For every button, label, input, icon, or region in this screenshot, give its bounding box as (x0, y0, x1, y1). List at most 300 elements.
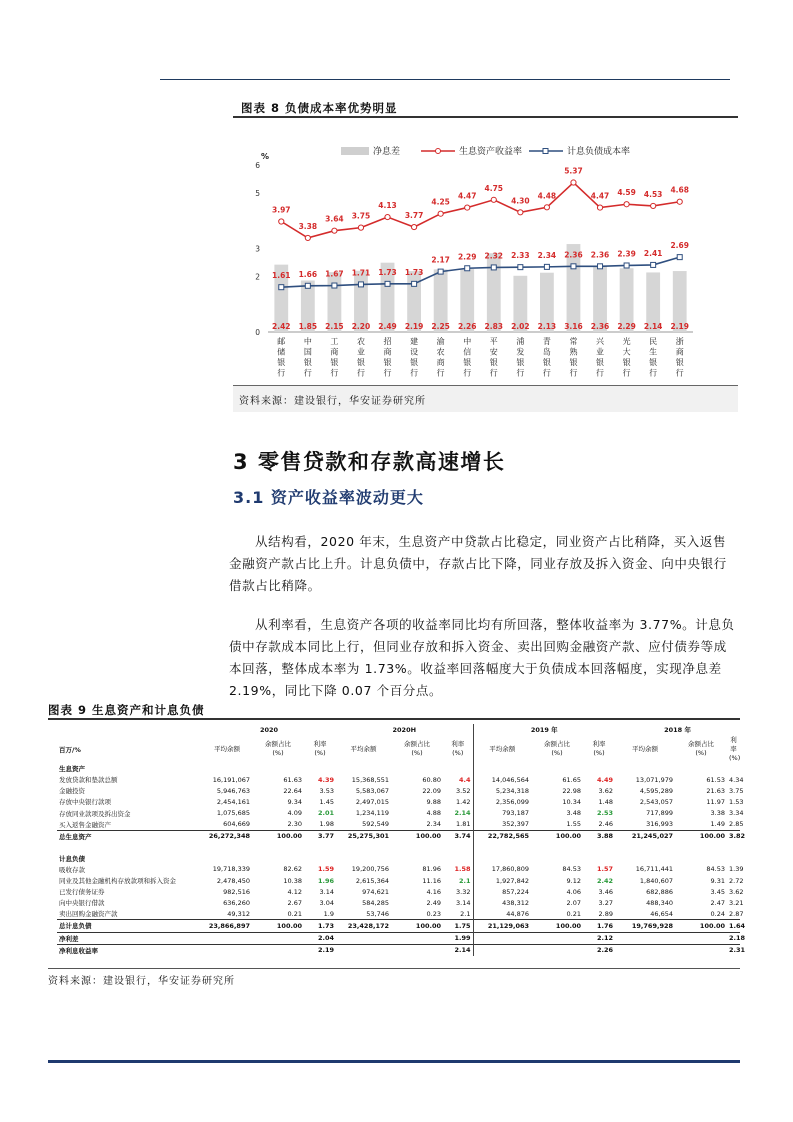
table-period-header (57, 724, 740, 735)
x-category-char: 商 (383, 347, 392, 357)
table-value (252, 853, 304, 864)
table-value: 100.00 (531, 830, 583, 842)
legend-bar-label: 净息差 (373, 147, 401, 157)
x-category-char: 生 (649, 347, 658, 357)
yield-point (358, 225, 363, 230)
table-row-label: 买入返售金融资产 (59, 820, 111, 829)
table-value (336, 932, 391, 944)
x-category-char: 行 (596, 368, 605, 378)
cost-point (438, 269, 443, 274)
x-category-char: 青 (542, 337, 551, 346)
cost-data-label: 2.36 (590, 250, 610, 260)
table-row-label: 金融投资 (59, 787, 85, 796)
table-row (57, 908, 740, 920)
table-period-label: 2020 (259, 725, 279, 734)
table-value (336, 853, 391, 864)
table-value: 19,718,339 (212, 865, 250, 874)
table-value: 1.48 (598, 797, 614, 806)
x-category-char: 渝 (436, 337, 445, 346)
table-value: 592,549 (362, 820, 390, 829)
table-value: 84.53 (706, 865, 726, 874)
x-category-char: 银 (383, 358, 392, 367)
table-value: 3.14 (319, 887, 335, 896)
table-row (57, 886, 740, 897)
table-value: 0.23 (426, 909, 442, 918)
table-value: 2.04 (304, 932, 336, 944)
table-value: 1.99 (443, 932, 473, 944)
cost-point (491, 265, 496, 270)
table-value: 22.98 (562, 786, 582, 795)
cost-point (624, 263, 629, 268)
x-category-char: 银 (622, 358, 631, 367)
table-value: 1.42 (456, 797, 471, 806)
table-value: 16,711,441 (635, 865, 674, 874)
x-category-char: 银 (463, 358, 472, 367)
table-value (391, 932, 443, 944)
yield-point (544, 205, 549, 210)
table-value: 3.45 (710, 887, 726, 896)
table-value: 1.9 (323, 909, 335, 918)
yield-data-label: 4.59 (617, 188, 636, 198)
table-value: 1,075,685 (216, 809, 250, 818)
table-value: 2.19 (304, 944, 336, 956)
table-value (391, 944, 443, 956)
cost-point (677, 255, 682, 260)
table-value: 11.16 (422, 876, 442, 885)
table-value: 44,876 (473, 908, 531, 920)
table-row (57, 864, 740, 875)
table-value: 2.18 (727, 932, 740, 944)
table-value: 1.98 (319, 820, 335, 829)
table-value: 11.97 (706, 797, 726, 806)
x-category-char: 行 (542, 368, 551, 378)
figure8-source (233, 385, 738, 412)
table-value: 2.34 (426, 820, 442, 829)
figure9-source-rule (48, 968, 740, 969)
table-value: 717,899 (646, 809, 674, 818)
table-value: 10.38 (283, 876, 302, 885)
table-value (531, 853, 583, 864)
x-category-char: 建 (410, 337, 419, 346)
x-category-char: 行 (649, 368, 658, 378)
table-value: 2.46 (598, 820, 614, 829)
yield-data-label: 4.30 (511, 196, 530, 206)
yield-point (411, 224, 416, 229)
x-category-char: 银 (675, 358, 684, 367)
table-value: 2.42 (596, 876, 614, 885)
cost-point (571, 264, 576, 269)
table-value: 61.63 (283, 775, 302, 784)
yield-point (518, 210, 523, 215)
table-value (252, 944, 304, 956)
x-category-char: 银 (356, 358, 365, 367)
table-value: 22.09 (422, 786, 442, 795)
table-value: 0.24 (710, 909, 726, 918)
table-row (57, 830, 740, 842)
x-category-char: 银 (489, 358, 498, 367)
table-value: 21,245,027 (615, 830, 675, 842)
x-category-char: 行 (569, 368, 578, 378)
cost-point (651, 262, 656, 267)
cost-point (412, 281, 417, 286)
yield-point (385, 214, 390, 219)
table-column-label: 平均余额 (473, 735, 531, 763)
x-category-char: 工 (330, 337, 339, 346)
table-value (727, 842, 740, 853)
table-value (391, 842, 443, 853)
table-value (336, 944, 391, 956)
table-value: 2,478,450 (216, 876, 250, 885)
table-value: 14,046,564 (473, 774, 531, 785)
table-value: 3.62 (729, 887, 744, 896)
x-category-char: 储 (277, 347, 286, 357)
table-value: 982,516 (223, 887, 250, 896)
table-value: 3.32 (456, 887, 471, 896)
figure9-title-rule (48, 718, 740, 720)
table-value: 3.27 (598, 898, 614, 907)
table-value (443, 853, 473, 864)
x-category-char: 行 (516, 368, 525, 378)
table-value: 22,782,565 (473, 830, 531, 842)
yield-data-label: 3.97 (272, 205, 291, 215)
table-value: 4.39 (317, 775, 335, 784)
table-value: 4.06 (566, 887, 582, 896)
table-value (304, 853, 336, 864)
bar-data-label: 2.36 (590, 322, 610, 331)
table-value: 10.34 (562, 797, 582, 806)
x-category-char: 行 (277, 368, 286, 378)
bar-data-label: 3.16 (564, 322, 583, 331)
bar-data-label: 2.20 (351, 322, 371, 331)
table-value: 49,312 (227, 909, 250, 918)
yield-data-label: 4.48 (537, 191, 557, 201)
table-value: 4.49 (596, 775, 614, 784)
table-value (615, 944, 675, 956)
x-category-char: 光 (622, 337, 631, 346)
cost-data-label: 1.66 (298, 269, 318, 279)
x-category-char: 中 (303, 337, 312, 346)
table-value: 4.34 (729, 775, 744, 784)
table-row-label: 吸收存款 (59, 865, 85, 874)
header-rule (160, 79, 730, 80)
table-row (57, 796, 740, 807)
table-value: 0.21 (566, 909, 582, 918)
table-value: 2.1 (459, 876, 471, 885)
table-value (473, 842, 531, 853)
y-tick-label: 0 (255, 328, 260, 337)
yield-point (597, 205, 602, 210)
table-column-label: 利率 (%) (729, 735, 741, 762)
table-value: 100.00 (252, 830, 304, 842)
table-row-label: 计息负债 (59, 854, 85, 863)
table-value: 2.87 (729, 909, 744, 918)
table-value: 4.88 (426, 809, 442, 818)
table-value: 974,621 (362, 887, 390, 896)
table-row (57, 842, 740, 853)
table-value (531, 763, 583, 774)
table-value: 2.47 (710, 898, 726, 907)
x-category-char: 平 (489, 337, 498, 346)
table-value: 3.82 (727, 830, 740, 842)
table-value: 26,272,348 (202, 830, 252, 842)
cost-data-label: 2.32 (484, 251, 504, 261)
cost-point (332, 283, 337, 288)
table-value: 3.34 (729, 809, 744, 818)
table-column-label: 利率 (%) (313, 740, 327, 758)
table-value: 682,886 (646, 887, 674, 896)
table-unit-label: 百万/% (59, 745, 81, 754)
yield-data-label: 4.75 (484, 183, 504, 193)
table-column-label: 余额占比 (%) (544, 740, 571, 758)
x-category-char: 行 (675, 368, 684, 378)
paragraph-rates: 从利率看，生息资产各项的收益率同比均有所回落，整体收益率为 3.77%。计息负债中存款成本同比上行，但同业存放和拆入资金、卖出回购金融资产款、应付债券等成本回落，整体成本率为 1.73%。收益率回落幅度大于负债成本回落幅度，实现净息差 2.19%，同比下降 0.07 个百分点。 (229, 617, 735, 698)
x-category-char: 银 (330, 358, 339, 367)
table-value (473, 944, 531, 956)
x-category-char: 安 (489, 347, 498, 357)
table-value: 4.12 (287, 887, 302, 896)
table-column-label: 利率 (%) (592, 740, 606, 758)
table-value: 793,187 (473, 807, 531, 818)
x-category-char: 常 (569, 337, 578, 346)
yield-point (465, 205, 470, 210)
table-value: 1.81 (456, 820, 471, 829)
table-value: 3.46 (598, 887, 614, 896)
table-value: 61.65 (562, 775, 582, 784)
y-axis-unit: % (261, 152, 270, 161)
table-value: 2,615,364 (355, 876, 390, 885)
yield-data-label: 5.37 (564, 166, 583, 176)
table-value (727, 763, 740, 774)
table-value (675, 853, 727, 864)
table-value: 2.14 (443, 944, 473, 956)
bar-data-label: 2.15 (325, 322, 344, 331)
cost-data-label: 2.29 (457, 252, 477, 262)
figure8-chart (233, 140, 738, 385)
table-value: 2.85 (729, 820, 744, 829)
x-category-char: 业 (356, 347, 365, 357)
table-value: 5,234,318 (473, 785, 531, 796)
table-row (57, 897, 740, 908)
table-value: 100.00 (675, 920, 727, 932)
table-value: 1.58 (454, 865, 471, 874)
yield-point (279, 219, 284, 224)
bar-data-label: 1.85 (298, 322, 318, 331)
table-value: 1.45 (319, 797, 335, 806)
table-value: 2,356,099 (473, 796, 531, 807)
figure9-source: 资料来源：建设银行，华安证券研究所 (48, 976, 235, 987)
table-value (304, 763, 336, 774)
table-value: 1,840,607 (639, 876, 674, 885)
cost-data-label: 2.41 (643, 248, 663, 258)
table-value: 9.88 (426, 797, 442, 806)
table-row-label: 总生息资产 (57, 830, 202, 842)
table-value (443, 763, 473, 774)
table-row-label: 同业及其他金融机构存放款项和拆入资金 (59, 877, 176, 886)
table-row-label: 净利息收益率 (57, 944, 202, 956)
table-value (675, 763, 727, 774)
table-value (531, 842, 583, 853)
y-tick-label: 5 (255, 188, 260, 198)
bar-data-label: 2.42 (272, 322, 291, 331)
yield-data-label: 4.47 (590, 191, 610, 201)
table-value (473, 932, 531, 944)
table-value: 2.72 (729, 876, 744, 885)
table-value: 438,312 (473, 897, 531, 908)
table-value: 19,769,928 (615, 920, 675, 932)
table-value (252, 842, 304, 853)
table-value: 3.14 (456, 898, 471, 907)
chart-svg (233, 140, 738, 385)
x-category-char: 行 (463, 368, 472, 378)
yield-point (571, 180, 576, 185)
x-category-char: 行 (383, 368, 392, 378)
table-row (57, 807, 740, 818)
table-column-label: 余额占比 (%) (688, 740, 715, 758)
table-period-label: 2020H (392, 725, 417, 734)
table-value: 1.49 (710, 820, 726, 829)
yield-point (677, 199, 682, 204)
y-tick-label: 2 (255, 272, 260, 282)
x-category-char: 设 (410, 347, 419, 357)
table-value: 84.53 (562, 865, 582, 874)
table-row-label: 发放贷款和垫款总额 (59, 776, 118, 785)
cost-data-label: 1.73 (404, 267, 424, 277)
table-value: 100.00 (391, 830, 443, 842)
table-value: 1.57 (596, 865, 614, 874)
table-value: 5,583,067 (355, 786, 390, 795)
legend-bar-swatch (341, 147, 369, 155)
table-value (531, 944, 583, 956)
table-row (57, 785, 740, 796)
table-value: 4.4 (459, 775, 471, 784)
x-category-char: 银 (569, 358, 578, 367)
cost-point (385, 281, 390, 286)
bar-data-label: 2.14 (643, 322, 663, 331)
cost-data-label: 2.69 (670, 241, 689, 251)
table-column-label: 利率 (%) (451, 740, 465, 758)
y-tick-label: 3 (255, 244, 260, 254)
paragraph-structure: 从结构看，2020 年末，生息资产中贷款占比稳定，同业资产占比稍降，买入返售金融资产款占比上升。计息负债中，存款占比下降，同业存放及拆入资金、向中央银行借款占比稍降。 (229, 534, 727, 593)
figure8-title: 图表 8 负债成本率优势明显 (241, 101, 398, 115)
table-value: 100.00 (391, 920, 443, 932)
table-column-label: 余额占比 (%) (265, 740, 291, 758)
table-value: 2.01 (317, 809, 335, 818)
bar-data-label: 2.83 (484, 322, 504, 331)
table-value: 2.89 (598, 909, 614, 918)
table-value (252, 932, 304, 944)
figure8-title-rule (233, 116, 738, 118)
bar-data-label: 2.26 (457, 322, 477, 331)
table-value: 1.75 (443, 920, 473, 932)
bar-data-label: 2.25 (431, 322, 450, 331)
table-value: 2,454,161 (216, 797, 250, 806)
cost-point (279, 285, 284, 290)
table-column-header (57, 735, 740, 763)
table-value: 2.31 (727, 944, 740, 956)
x-category-char: 招 (383, 337, 392, 346)
table-value: 1.96 (317, 876, 335, 885)
x-category-char: 银 (542, 358, 551, 367)
table-value: 857,224 (473, 886, 531, 897)
table-value: 61.53 (706, 775, 726, 784)
cost-data-label: 1.71 (351, 268, 371, 278)
x-category-char: 民 (649, 337, 658, 346)
table-value: 1.76 (583, 920, 615, 932)
yield-data-label: 4.47 (457, 191, 477, 201)
table-value: 0.21 (287, 909, 302, 918)
table-row-label (57, 842, 202, 853)
table-value (531, 932, 583, 944)
table-row-label: 存放中央银行款项 (59, 798, 111, 807)
table-value: 3.21 (729, 898, 744, 907)
table-row-label: 存放同业款项及拆出资金 (59, 809, 131, 818)
y-tick-label: 6 (255, 161, 260, 170)
x-category-char: 中 (463, 337, 472, 346)
x-category-char: 国 (303, 347, 312, 357)
table-row (57, 853, 740, 864)
table-value: 1.55 (566, 820, 582, 829)
yield-data-label: 3.38 (298, 221, 318, 231)
table-column-label: 余额占比 (%) (404, 740, 431, 758)
x-category-char: 商 (330, 347, 339, 357)
table-value: 1.73 (304, 920, 336, 932)
x-category-char: 行 (330, 368, 339, 378)
table-value: 9.12 (566, 876, 582, 885)
table-value: 2.1 (460, 909, 471, 918)
table-row (57, 875, 740, 886)
x-category-char: 行 (436, 368, 445, 378)
table-value (304, 842, 336, 853)
table-value: 3.62 (598, 786, 614, 795)
cost-point (358, 282, 363, 287)
x-category-char: 行 (489, 368, 498, 378)
table-value: 46,654 (650, 909, 674, 918)
table-value: 3.75 (729, 786, 744, 795)
subsection-heading: 3.1 资产收益率波动更大 (233, 488, 424, 507)
table-value (336, 842, 391, 853)
legend-line2-marker (543, 149, 548, 154)
table-value: 23,866,897 (202, 920, 252, 932)
cost-point (598, 264, 603, 269)
table-value: 3.48 (566, 809, 582, 818)
table-value: 352,397 (473, 819, 531, 831)
table-value (615, 853, 675, 864)
table-row-label: 净利差 (57, 932, 202, 944)
table-value: 2.53 (596, 809, 614, 818)
table-value (615, 842, 675, 853)
bar-data-label: 2.19 (404, 322, 424, 331)
cost-data-label: 2.34 (537, 250, 557, 260)
table-value: 100.00 (252, 920, 304, 932)
figure8-source-text: 资料来源：建设银行，华安证券研究所 (239, 396, 426, 407)
table-value: 19,200,756 (351, 865, 390, 874)
bar-data-label: 2.19 (670, 322, 689, 331)
bar-data-label: 2.13 (537, 322, 557, 331)
cost-data-label: 2.36 (564, 250, 583, 260)
table-value: 2.67 (287, 898, 302, 907)
table-value: 22.64 (283, 786, 302, 795)
table-value: 60.80 (422, 775, 442, 784)
table-row-label: 已发行债务证券 (59, 888, 105, 897)
table-value (583, 842, 615, 853)
table-value (583, 763, 615, 774)
table-value (252, 763, 304, 774)
table-value: 9.34 (287, 797, 302, 806)
table-value: 3.77 (304, 830, 336, 842)
table-value: 584,285 (362, 898, 390, 907)
table-corner (57, 724, 202, 735)
table-value: 1.53 (729, 797, 744, 806)
